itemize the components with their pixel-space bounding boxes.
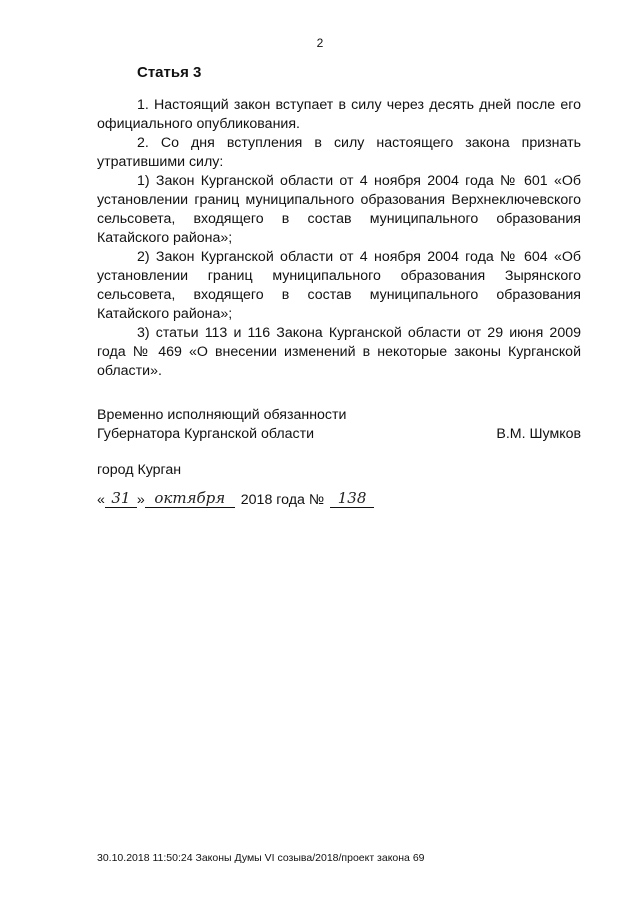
signatory-name: В.М. Шумков <box>496 426 581 442</box>
paragraph-repeal-item-1: 1) Закон Курганской области от 4 ноября 2004 года № 601 «Об установлении границ муниципального образования Верхнеключевского сельсовета, входящего в состав муниципального образования Катайского района»; <box>97 173 581 246</box>
page-number: 2 <box>316 36 324 50</box>
paragraph-repeal-item-3: 3) статьи 113 и 116 Закона Курганской области от 29 июня 2009 года № 469 «О внесении изменений в некоторые законы Курганской области». <box>97 325 581 379</box>
signature-line <box>97 425 581 444</box>
date-line <box>97 490 374 508</box>
signature-block <box>97 406 581 444</box>
article-title: Статья 3 <box>137 64 202 81</box>
close-quote: » <box>136 492 145 508</box>
paragraph-repeal-intro: 2. Со дня вступления в силу настоящего закона признать утратившими силу: <box>97 135 581 170</box>
paragraph-repeal-item-2: 2) Закон Курганской области от 4 ноября 2004 года № 604 «Об установлении границ муниципального образования Зырянского сельсовета, входящего в состав муниципального образования Катайского района»; <box>97 249 581 322</box>
signatory-position-line1: Временно исполняющий обязанности <box>97 407 347 423</box>
city: город Курган <box>97 462 182 478</box>
handwritten-day: 31 <box>105 490 137 508</box>
footer-file-stamp: 30.10.2018 11:50:24 Законы Думы VI созыва/2018/проект закона 69 <box>97 852 425 864</box>
year-and-number-label: 2018 года № <box>240 492 325 508</box>
handwritten-month: октября <box>145 490 235 508</box>
signatory-position-line2: Губернатора Курганской области <box>97 426 315 442</box>
article-body <box>97 96 581 381</box>
paragraph-effective-date: 1. Настоящий закон вступает в силу через десять дней после его официального опубликования. <box>97 97 581 132</box>
handwritten-law-number: 138 <box>330 490 374 508</box>
open-quote: « <box>97 492 105 508</box>
